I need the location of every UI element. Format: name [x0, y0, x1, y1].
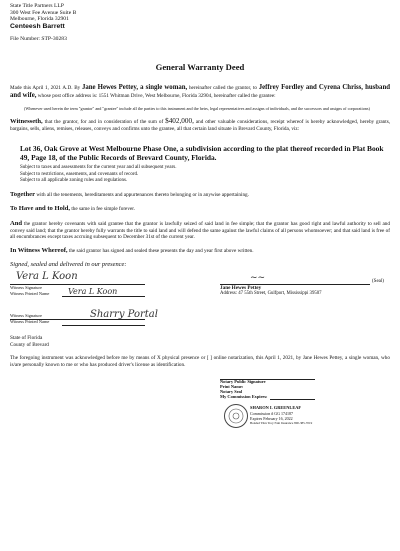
preparer-name: Centeesh Barrett: [10, 23, 65, 31]
address-line-1: 300 West Fee Avenue Suite B: [10, 9, 77, 16]
together-text: with all the tenements, hereditaments and appurtenances thereto belonging or in anywise appertaining.: [36, 192, 249, 199]
signature-block-2: [10, 307, 390, 333]
witnesseth-text-1: that the grantor, for and in consideration of the sum of: [44, 118, 164, 125]
stamp-bonded: Bonded Thru Troy Fain Insurance 800-385-7019: [250, 421, 313, 426]
subject-to-item: Subject to restrictions, easements, and covenants of record.: [20, 171, 139, 177]
notary-signature-label: Notary Public Signature: [220, 379, 266, 385]
in-witness-paragraph: [10, 247, 390, 255]
grantor-signature: ~~: [250, 273, 266, 284]
file-number: File Number: STP-30283: [10, 36, 67, 43]
venue: [10, 335, 390, 348]
subject-to-item: Subject to taxes and assessments for the current year and all subsequent years.: [20, 164, 177, 170]
witness-2-printed-line: [62, 325, 145, 326]
together-paragraph: [10, 191, 390, 199]
grantee-names: Jeffrey Fordley and Cyrena Chriss, husband and wife,: [10, 83, 391, 100]
acknowledgment: The foregoing instrument was acknowledged before me by means of X physical presence or [ ] online notarization, this April 1, 2021, by Jane Hewes Pettey, a single woman, who is/are personally known to me or who has produced driver's license as identification.: [10, 355, 390, 368]
notary-block: [10, 372, 390, 432]
venue-state: State of Florida: [10, 335, 43, 342]
in-witness-text: the said grantor has signed and sealed these presents the day and year first above written.: [68, 247, 254, 254]
stamp-commission: Commission # GG 174187: [250, 411, 294, 417]
grantor-printed-name: Jane Hewes Pettey: [220, 285, 262, 292]
witness-2-signature: Sharry Portal: [90, 309, 158, 321]
together-lead: Together: [10, 191, 36, 199]
witness-1-printed-value: Vera L Koon: [68, 287, 118, 297]
notary-print-name-label: Print Name:: [220, 384, 244, 390]
to-have-lead: To Have and to Hold,: [10, 205, 71, 213]
witnesseth-text-2: and other valuable considerations, receipt whereof is hereby acknowledged, hereby grants, bargains, sells, aliens, remises, releases, conveys and confirms unto the grantee, all that certain land situate in Brevard County, Florida, viz:: [10, 118, 391, 133]
covenants-paragraph: [10, 220, 390, 241]
grantee-address: whose post office address is: 1551 Whitman Drive, West Melbourne, Florida 32904,: [37, 93, 213, 100]
stamp-expires: Expires February 16, 2022: [250, 416, 293, 422]
grantor-name: Jane Hewes Pettey, a single woman,: [81, 83, 188, 91]
witness-1-printed-line: [62, 296, 145, 297]
signed-sealed-heading: Signed, sealed and delivered in our presence:: [10, 261, 127, 269]
covenants-lead: And: [10, 219, 23, 227]
notary-seal-label: Notary Seal: [220, 389, 243, 395]
witness-2-signature-label: Witness Signature: [10, 313, 42, 319]
return-address: [10, 3, 390, 31]
signature-block-1: [10, 271, 390, 307]
witness-1-signature-label: Witness Signature: [10, 285, 42, 291]
grantor-address: Address: 47 55th Street, Gulfport, Mississippi 39507: [220, 291, 322, 297]
witnesseth-lead: Witnesseth,: [10, 117, 43, 125]
grantor-suffix: hereinafter called the grantor, to: [188, 84, 258, 91]
to-have-text: the same in fee simple forever.: [71, 206, 135, 213]
document-title: General Warranty Deed: [155, 62, 245, 73]
notary-commission-line: [270, 399, 315, 400]
made-this: Made this April 1, 2021 A.D. By: [10, 84, 81, 91]
notary-seal-icon: [224, 404, 248, 428]
consideration-amount: $402,000,: [165, 116, 194, 125]
legal-description: Lot 36, Oak Grove at West Melbourne Phase One, a subdivision according to the plat thereof recorded in Plat Book 49, Page 18, of the Public Records of Brevard County, Florida.: [20, 143, 384, 163]
in-witness-lead: In Witness Whereof,: [10, 246, 68, 254]
seal-label: (Seal): [372, 279, 384, 285]
witnesseth-paragraph: [10, 117, 390, 133]
notary-stamp: [224, 404, 324, 428]
grantee-definition-note: (Whenever used herein the term "grantor" and "grantee" include all the parties to this instrument and the heirs, legal representatives and assigns of individuals, and the successors and assigns of corporations): [24, 105, 370, 111]
to-have-paragraph: [10, 205, 390, 213]
address-line-2: Melbourne, Florida 32901: [10, 16, 69, 23]
witness-1-printed-label: Witness Printed Name: [10, 291, 50, 297]
subject-to-list: [20, 165, 390, 185]
grantee-suffix: hereinafter called the grantee:: [213, 93, 276, 100]
stamp-name: SHARON I. GREENLEAF: [250, 405, 302, 411]
intro-paragraph: [10, 84, 390, 101]
notary-commission-label: My Commission Expires:: [220, 394, 268, 400]
witness-1-signature: Vera L Koon: [16, 271, 78, 283]
covenants-text: the grantor hereby covenants with said grantee that the grantor is lawfully seized of said land in fee simple; that the grantor has good right and lawful authority to sell and convey said land; that the grantor hereby fully warrants the title to said land and will defend the same against the lawful claims of all persons whomsoever; and that said land is free of all encumbrances except taxes accruing subsequent to December 31st of the current year.: [10, 220, 390, 241]
venue-county: County of Brevard: [10, 341, 49, 348]
company-name: State Title Partners LLP: [10, 3, 64, 9]
witness-2-printed-label: Witness Printed Name: [10, 319, 50, 325]
subject-to-item: Subject to all applicable zoning rules and regulations.: [20, 178, 128, 184]
